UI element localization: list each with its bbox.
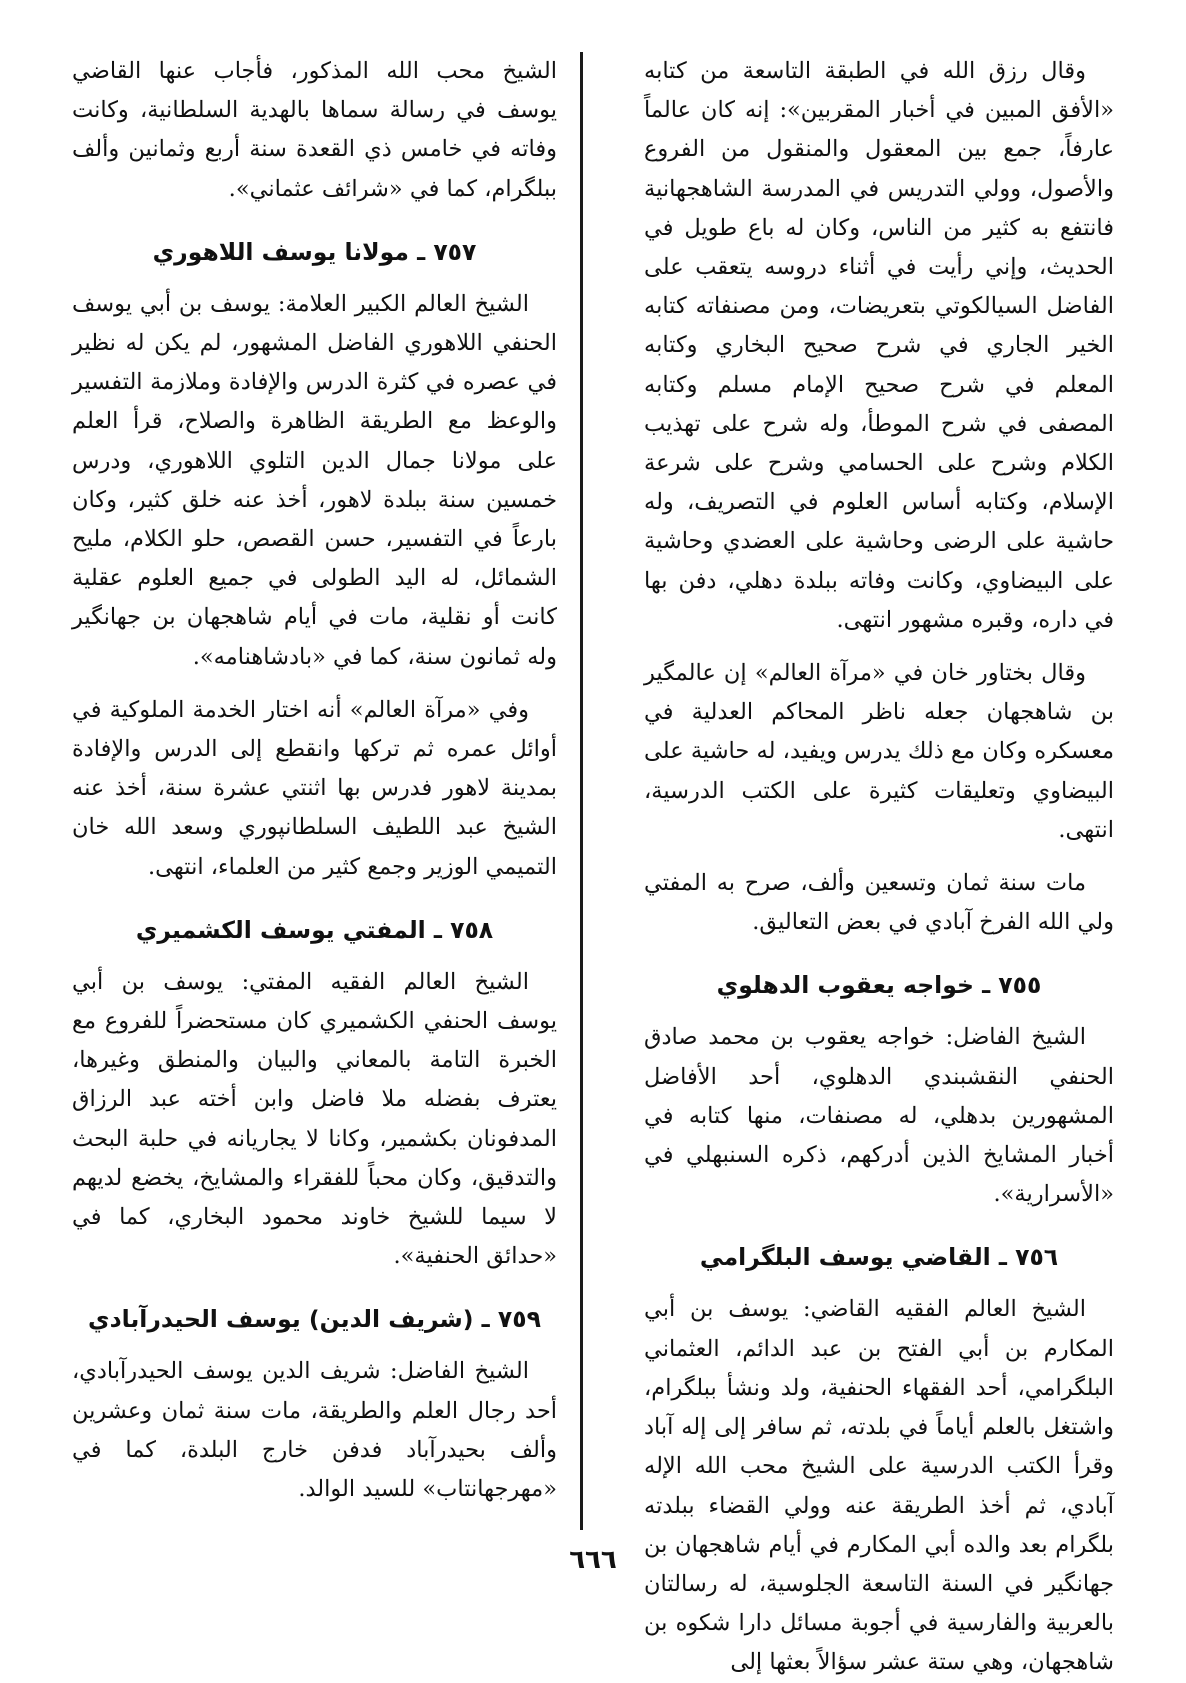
- column-divider: [580, 52, 583, 1530]
- page-number: ٦٦٦: [569, 1545, 617, 1575]
- paragraph: مات سنة ثمان وتسعين وألف، صرح به المفتي ولي الله الفرخ آبادي في بعض التعاليق.: [644, 870, 1114, 936]
- entry-heading: ٧٥٨ ـ المفتي يوسف الكشميري: [135, 915, 494, 944]
- paragraph: الشيخ الفاضل: شريف الدين يوسف الحيدرآبادي، أحد رجال العلم والطريقة، مات سنة ثمان وعشرين وألف بحيدرآباد فدفن خارج البلدة، كما في «مهرجهانتاب» للسيد الوالد.: [72, 1358, 557, 1503]
- left-column: [72, 52, 557, 1522]
- paragraph: الشيخ العالم الفقيه المفتي: يوسف بن أبي يوسف الحنفي الكشميري كان مستحضراً للفروع مع الخبرة التامة بالمعاني والبيان والمنطق وغيرها، يعترف بفضله ملا فاضل وابن أخته عبد الرزاق المدفونان بكشمير، وكانا لا يجاريانه في حلبة البحث والتدقيق، وكان محباً للفقراء والمشايخ، يخضع لديهم لا سيما للشيخ خاوند محمود البخاري، كما في «حدائق الحنفية».: [72, 968, 557, 1270]
- entry-heading: ٧٥٧ ـ مولانا يوسف اللاهوري: [152, 237, 477, 266]
- paragraph: وقال بختاور خان في «مرآة العالم» إن عالمگير بن شاهجهان جعله ناظر المحاكم العدلية في معسكره وكان مع ذلك يدرس ويفيد، له حاشية على البيضاوي وتعليقات كثيرة على الكتب الدرسية، انتهى.: [644, 660, 1114, 843]
- paragraph: وقال رزق الله في الطبقة التاسعة من كتابه «الأفق المبين في أخبار المقربين»: إنه كان عالماً عارفاً، جمع بين المعقول والمنقول من الفروع والأصول، وولي التدريس في المدرسة الشاهجهانية فانتفع به كثير من الناس، وكان له باع طويل في الحديث، وإني رأيت في أثناء دروسه يتعقب على الفاضل السيالكوتي بتعريضات، ومن مصنفاته كتابه الخير الجاري في شرح صحيح البخاري وكتابه المعلم في شرح صحيح الإمام مسلم وكتابه المصفى في شرح الموطأ، وله شرح على تهذيب الكلام وشرح على الحسامي وشرح على شرعة الإسلام، وكتابه أساس العلوم في التصريف، وله حاشية على الرضى وحاشية على العضدي وحاشية على البيضاوي، وكانت وفاته ببلدة دهلي، دفن بها في داره، وقبره مشهور انتهى.: [644, 58, 1114, 633]
- entry-heading: ٧٥٦ ـ القاضي يوسف البلگرامي: [699, 1243, 1059, 1272]
- entry-heading: ٧٥٩ ـ (شريف الدين) يوسف الحيدرآبادي: [88, 1305, 541, 1334]
- entry-heading: ٧٥٥ ـ خواجه يعقوب الدهلوي: [716, 971, 1042, 1000]
- right-column: [644, 52, 1114, 1676]
- paragraph: الشيخ الفاضل: خواجه يعقوب بن محمد صادق الحنفي النقشبندي الدهلوي، أحد الأفاضل المشهورين بدهلي، له مصنفات، منها كتابه في أخبار المشايخ الذين أدركهم، ذكره السنبهلي في «الأسرارية».: [644, 1024, 1114, 1208]
- paragraph: الشيخ العالم الفقيه القاضي: يوسف بن أبي المكارم بن أبي الفتح بن عبد الدائم، العثماني البلگرامي، أحد الفقهاء الحنفية، ولد ونشأ ببلگرام، واشتغل بالعلم أياماً في بلدته، ثم سافر إلى إله آباد وقرأ الكتب الدرسية على الشيخ محب الله الإله آبادي، ثم أخذ الطريقة عنه وولي القضاء ببلدته بلگرام بعد والده أبي المكارم في أيام شاهجهان بن جهانگير في السنة التاسعة الجلوسية، له رسالتان بالعربية والفارسية في أجوبة مسائل دارا شكوه بن شاهجهان، وهي ستة عشر سؤالاً بعثها إلى: [644, 1296, 1114, 1676]
- paragraph: الشيخ العالم الكبير العلامة: يوسف بن أبي يوسف الحنفي اللاهوري الفاضل المشهور، لم يكن له نظير في عصره في كثرة الدرس والإفادة وملازمة التفسير والوعظ مع الطريقة الظاهرة والصلاح، قرأ العلم على مولانا جمال الدين التلوي اللاهوري، ودرس خمسين سنة ببلدة لاهور، أخذ عنه خلق كثير، وكان بارعاً في التفسير، حسن القصص، حلو الكلام، مليح الشمائل، له اليد الطولى في جميع العلوم عقلية كانت أو نقلية، مات في أيام شاهجهان بن جهانگير وله ثمانون سنة، كما في «بادشاهنامه».: [72, 290, 557, 670]
- paragraph: الشيخ محب الله المذكور، فأجاب عنها القاضي يوسف في رسالة سماها بالهدية السلطانية، وكانت وفاته في خامس ذي القعدة سنة أربع وثمانين وألف ببلگرام، كما في «شرائف عثماني».: [72, 58, 557, 202]
- paragraph: وفي «مرآة العالم» أنه اختار الخدمة الملوكية في أوائل عمره ثم تركها وانقطع إلى الدرس والإفادة بمدينة لاهور فدرس بها اثنتي عشرة سنة، أخذ عنه الشيخ عبد اللطيف السلطانپوري وسعد الله خان التميمي الوزير وجمع كثير من العلماء، انتهى.: [72, 696, 557, 880]
